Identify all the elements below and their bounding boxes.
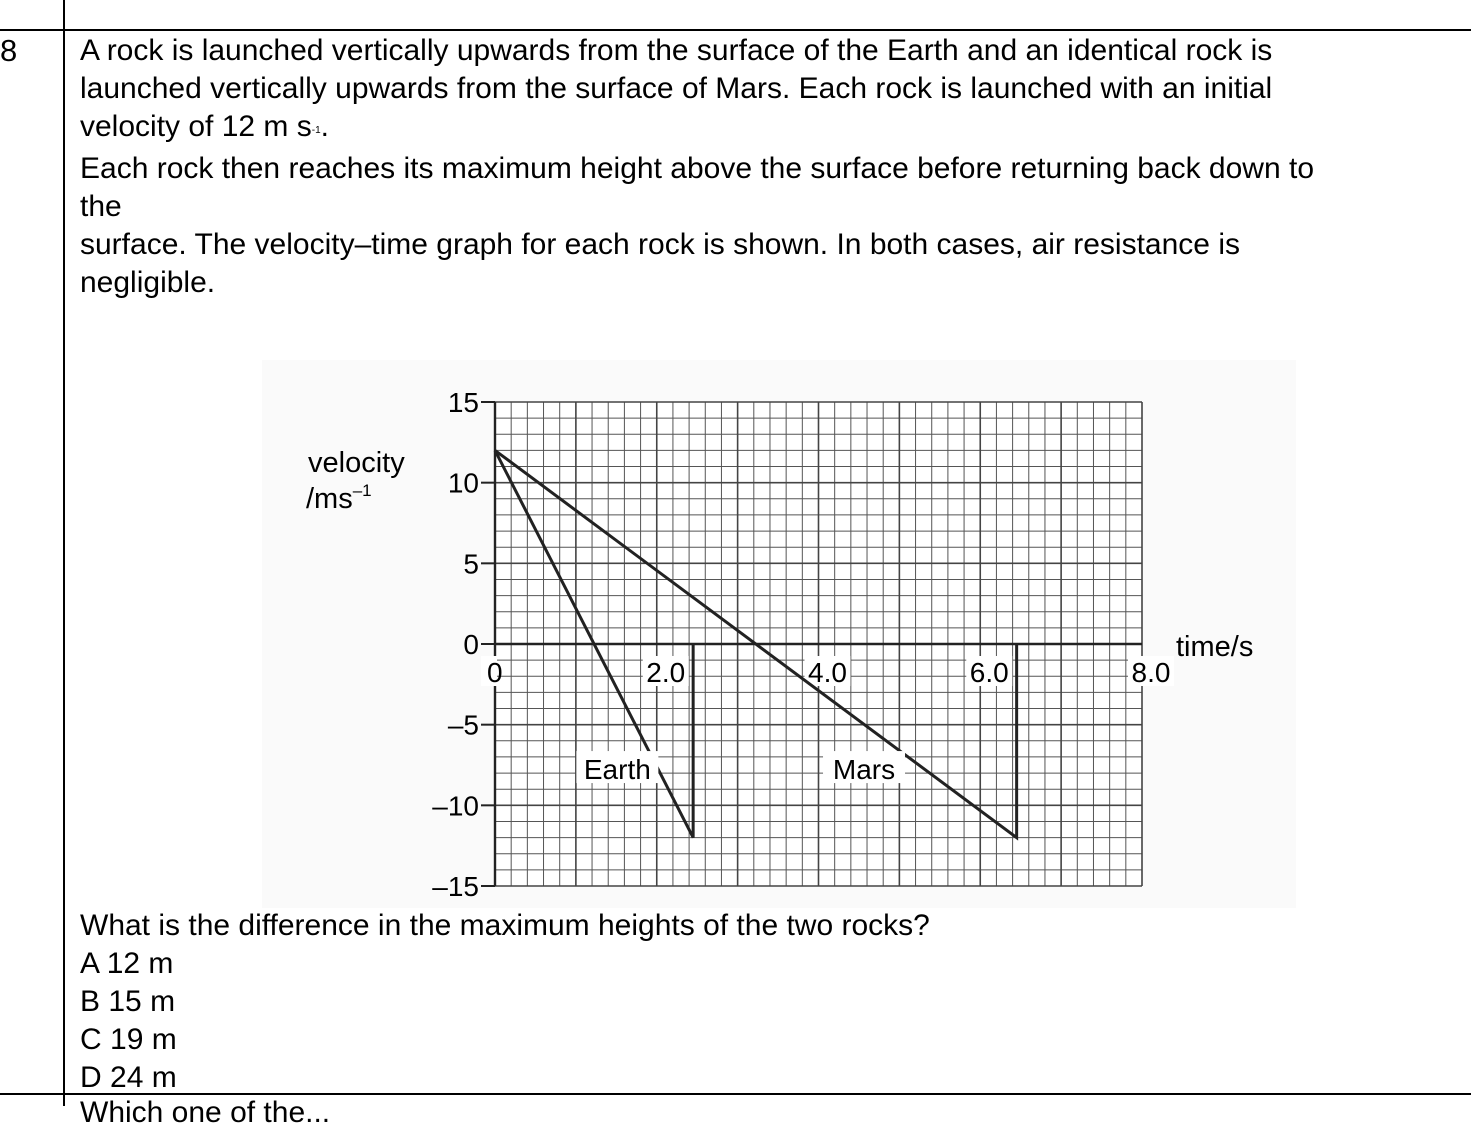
option-text: 12 m	[106, 947, 174, 980]
question-stem	[80, 32, 1460, 302]
stem-line	[80, 108, 1460, 150]
option-letter: C	[80, 1023, 102, 1056]
series-label-earth: Earth	[583, 754, 651, 786]
stem-line: surface. The velocity–time graph for each rock is shown. In both cases, air resistance is	[80, 228, 1240, 261]
answer-options	[80, 945, 177, 1097]
y-tick-label: 10	[447, 467, 479, 499]
option-letter: D	[80, 1061, 102, 1094]
stem-line-text: velocity of 12 m s	[80, 110, 312, 143]
next-question-cutoff: Which one of the...	[80, 1096, 331, 1129]
y-tick-label: 15	[447, 387, 479, 418]
y-axis-unit: /ms	[306, 483, 353, 515]
y-tick-label: 0	[463, 629, 479, 660]
option-a[interactable]	[80, 945, 177, 983]
option-c[interactable]	[80, 1021, 177, 1059]
stem-line-end: .	[320, 110, 330, 143]
stem-line: Each rock then reaches its maximum height above the surface before returning back down to	[80, 152, 1314, 185]
y-axis-label-line2	[306, 481, 372, 515]
x-tick-label: 4.0	[808, 657, 847, 688]
y-tick-label: –15	[432, 871, 479, 902]
chart-svg	[262, 360, 1296, 908]
option-text: 15 m	[108, 985, 176, 1018]
x-axis-label: time/s	[1176, 631, 1254, 663]
option-b[interactable]	[80, 983, 177, 1021]
y-tick-label: –10	[432, 790, 479, 822]
top-rule	[0, 29, 1471, 31]
velocity-time-graph	[262, 360, 1296, 908]
x-tick-label: 2.0	[646, 657, 686, 688]
option-d[interactable]	[80, 1059, 177, 1097]
option-text: 19 m	[110, 1023, 177, 1056]
option-text: 24 m	[110, 1061, 177, 1094]
option-letter: B	[80, 985, 101, 1018]
series-label-mars: Mars	[832, 754, 896, 786]
stem-line: A rock is launched vertically upwards from the surface of the Earth and an identical rock is	[80, 34, 1273, 67]
unit-superscript: -1	[311, 125, 321, 136]
question-prompt: What is the difference in the maximum heights of the two rocks?	[80, 909, 930, 942]
y-axis-label-line1: velocity	[308, 447, 405, 479]
stem-line: the	[80, 190, 122, 223]
x-tick-label: 0	[487, 657, 503, 688]
y-axis-unit-sup: –1	[352, 481, 372, 500]
option-letter: A	[80, 947, 99, 980]
stem-line: negligible.	[80, 266, 216, 299]
x-tick-label: 6.0	[969, 657, 1009, 688]
x-tick-label: 8.0	[1131, 657, 1171, 688]
column-divider	[63, 0, 65, 1106]
stem-line: launched vertically upwards from the surface of Mars. Each rock is launched with an initial	[80, 72, 1273, 105]
question-number: 8	[0, 33, 18, 68]
y-tick-label: 5	[463, 548, 479, 580]
y-tick-label: –5	[447, 709, 479, 741]
